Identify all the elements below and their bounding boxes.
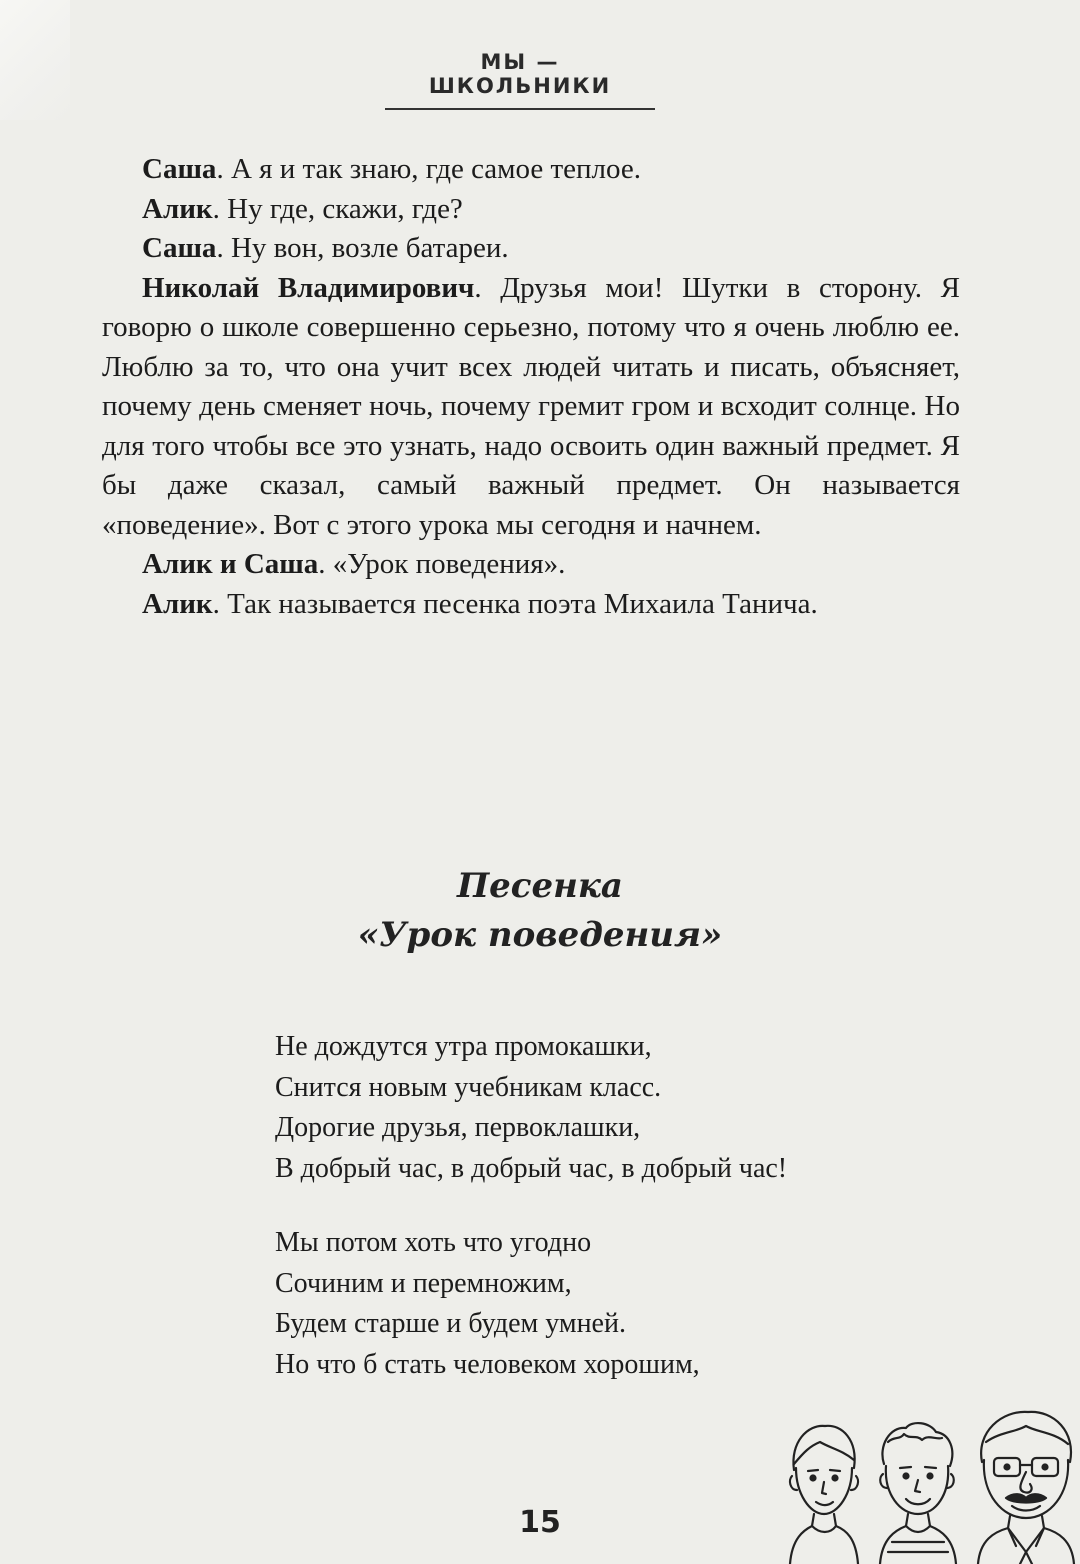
teacher-portrait-right-icon (978, 1412, 1074, 1564)
dialogue-block (102, 150, 960, 624)
line-text: . Друзья мои! Шутки в сторону. Я говорю о школе совершенно серьезно, потому что я очень люблю ее. Люблю за то, что она учит всех людей читать и писать, объясняет, почему день сменяет ночь, почему гремит гром и всходит солнце. Но для того чтобы все это узнать, надо освоить один важный предмет. Я бы даже сказал, самый важный предмет. Он называется «поведение». Вот с этого урока мы сегодня и начнем. (102, 271, 960, 541)
line-text: . Так называется песенка поэта Михаила Танича. (212, 587, 818, 620)
page-edge (0, 0, 70, 120)
header-title: МЫ — ШКОЛЬНИКИ (428, 50, 612, 98)
speaker-name: Саша (142, 153, 217, 185)
song-title-line2: «Урок поведения» (357, 915, 723, 955)
verse-line: Будем старше и будем умней. (275, 1308, 626, 1339)
verse-line: Снится новым учебникам класс. (275, 1071, 662, 1103)
verse-line: Мы потом хоть что угодно (275, 1227, 592, 1258)
dialogue-line (102, 150, 960, 190)
verse-line: Дорогие друзья, первоклашки, (275, 1112, 641, 1143)
dialogue-line (102, 545, 960, 585)
line-text: . А я и так знаю, где самое теплое. (216, 153, 642, 185)
speaker-name: Алик и Саша (142, 548, 319, 580)
boy-portrait-middle-icon (880, 1423, 956, 1564)
verse-stanza-1 (275, 1027, 975, 1189)
line-text: . Ну вон, возле батареи. (216, 232, 509, 264)
speaker-name: Алик (142, 587, 213, 620)
dialogue-line (102, 585, 960, 625)
dialogue-line (102, 190, 960, 230)
characters-illustration (780, 1402, 1080, 1564)
verse-stanza-2 (275, 1223, 975, 1385)
dialogue-line (102, 229, 960, 269)
dialogue-line (102, 269, 960, 546)
verse-line: Сочиним и перемножим, (275, 1267, 572, 1299)
running-header (385, 50, 655, 110)
verse-line: Не дождутся утра промокашки, (275, 1031, 652, 1062)
verse-line: В добрый час, в добрый час, в добрый час! (275, 1152, 788, 1184)
boy-portrait-left-icon (790, 1426, 858, 1564)
speaker-name: Саша (142, 232, 217, 264)
line-text: . «Урок поведения». (318, 548, 566, 580)
speaker-name: Николай Владимирович (142, 271, 475, 304)
line-text: . Ну где, скажи, где? (212, 192, 463, 225)
song-title-line1: Песенка (457, 866, 623, 906)
speaker-name: Алик (142, 192, 213, 225)
header-rule (385, 108, 655, 110)
page-number: 15 (519, 1505, 561, 1540)
verse-line: Но что б стать человеком хорошим, (275, 1348, 700, 1380)
